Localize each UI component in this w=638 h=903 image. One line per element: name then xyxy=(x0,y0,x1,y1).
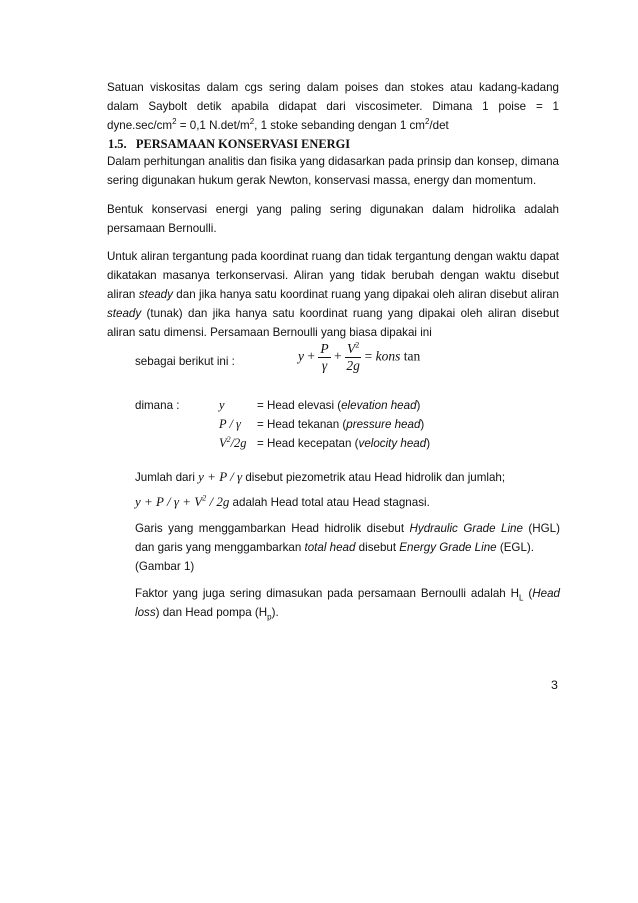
italic-term: elevation head xyxy=(341,399,417,412)
text-run: disebut piezometrik atau Head hidrolik dan jumlah; xyxy=(242,471,506,484)
text-run: ) xyxy=(420,418,425,431)
italic-term: steady xyxy=(107,307,142,320)
def-text xyxy=(257,399,420,412)
eq-equals: = xyxy=(364,348,373,364)
text-run: ( xyxy=(523,587,533,600)
formula-part: y + P / γ + V xyxy=(135,494,203,509)
italic-term: steady xyxy=(138,288,173,301)
def-text xyxy=(257,418,424,431)
italic-term: Hydraulic Grade Line xyxy=(409,522,523,535)
italic-term: pressure head xyxy=(346,418,421,431)
eq-numerator: P xyxy=(320,341,329,356)
head-sum-paragraph xyxy=(135,465,560,515)
definitions-label: dimana : xyxy=(135,399,180,412)
text-run: ). xyxy=(271,606,279,619)
subscript: L xyxy=(519,593,524,603)
text-run: ) dan Head pompa (H xyxy=(155,606,268,619)
section-number: 1.5. xyxy=(108,137,127,151)
text-run: = Head elevasi ( xyxy=(257,399,342,412)
superscript: 2 xyxy=(226,434,231,444)
bernoulli-paragraph: Bentuk konservasi energi yang paling sering digunakan dalam hidrolika adalah persamaan Bernoulli. xyxy=(107,203,559,235)
eq-numerator: V xyxy=(347,341,356,356)
eq-plus: + xyxy=(334,348,342,364)
def-symbol xyxy=(219,396,257,415)
italic-term: Energy Grade Line xyxy=(399,541,497,554)
text-run: ) xyxy=(416,399,421,412)
text-run: = Head kecepatan ( xyxy=(257,437,359,450)
text-run: = 0,1 N.det/m xyxy=(176,119,250,132)
eq-y: y xyxy=(298,348,304,364)
bernoulli-equation xyxy=(298,341,420,374)
viscosity-paragraph xyxy=(107,78,559,135)
figure-reference: (Gambar 1) xyxy=(135,560,195,573)
definition-row xyxy=(219,396,420,415)
eq-plus: + xyxy=(307,348,315,364)
eq-superscript: 2 xyxy=(355,340,360,350)
text-run: adalah Head total atau Head stagnasi. xyxy=(229,496,430,509)
superscript: 2 xyxy=(172,117,177,127)
eq-kons: kons xyxy=(375,348,401,364)
eq-denominator: γ xyxy=(321,358,328,373)
text-run: ) xyxy=(426,437,431,450)
text-run: = Head tekanan ( xyxy=(257,418,347,431)
page-number: 3 xyxy=(551,678,558,692)
def-symbol-text: V xyxy=(219,436,227,450)
grade-line-paragraph xyxy=(135,519,560,576)
superscript: 2 xyxy=(249,117,255,127)
text-run: dan jika hanya satu koordinat ruang yang dipakai oleh aliran disebut aliran xyxy=(172,288,560,301)
superscript: 2 xyxy=(202,493,207,503)
text-run: (HGL) dan garis yang menggambarkan xyxy=(135,522,560,554)
def-symbol xyxy=(219,415,257,434)
text-run: Faktor yang juga sering dimasukan pada persamaan Bernoulli adalah H xyxy=(135,587,520,600)
subscript: p xyxy=(267,612,272,622)
definition-row xyxy=(219,434,430,453)
italic-term: Head loss xyxy=(135,587,560,619)
formula-part: / 2g xyxy=(206,494,230,509)
steady-flow-paragraph xyxy=(107,247,559,342)
def-symbol-text: y xyxy=(219,398,225,412)
italic-term: total head xyxy=(304,541,356,554)
text-run: (EGL). xyxy=(496,541,534,554)
head-loss-paragraph xyxy=(135,584,560,622)
eq-denominator: 2g xyxy=(346,358,360,373)
section-title: PERSAMAAN KONSERVASI ENERGI xyxy=(135,137,351,151)
equation-intro: sebagai berikut ini : xyxy=(135,355,235,368)
eq-tan: tan xyxy=(400,348,421,364)
text-run: Untuk aliran tergantung pada koordinat ruang dan tidak tergantung dengan waktu dapat dikatakan masanya terkonservasi. Aliran yang tidak berubah dengan waktu disebut aliran xyxy=(107,250,559,301)
intro-paragraph: Dalam perhitungan analitis dan fisika yang didasarkan pada prinsip dan konsep, dimana sering digunakan hukum gerak Newton, konservasi massa, energy dan momentum. xyxy=(107,155,559,187)
text-run: Satuan viskositas dalam cgs sering dalam poises dan stokes atau kadang-kadang dalam Saybolt detik apabila didapat dari viscosimeter. Dimana 1 poise = 1 dyne.sec/cm xyxy=(107,81,559,132)
inline-formula: y + P / γ xyxy=(198,469,243,484)
def-text xyxy=(257,437,430,450)
velocity-fraction xyxy=(345,341,361,374)
text-run: Garis yang menggambarkan Head hidrolik disebut xyxy=(135,522,410,535)
text-run: /det xyxy=(429,119,449,132)
superscript: 2 xyxy=(424,117,430,127)
inline-formula xyxy=(135,494,229,509)
text-run: , 1 stoke sebanding dengan 1 cm xyxy=(254,119,425,132)
def-symbol xyxy=(219,434,257,453)
italic-term: velocity head xyxy=(358,437,427,450)
def-symbol-text: P / γ xyxy=(219,417,241,431)
pressure-fraction xyxy=(318,341,330,374)
text-run: (tunak) dan jika hanya satu koordinat ruang yang dipakai oleh aliran disebut aliran satu dimensi. Persamaan Bernoulli yang biasa dipakai ini xyxy=(107,307,559,339)
def-symbol-text: /2g xyxy=(230,436,247,450)
text-run: Jumlah dari xyxy=(135,471,199,484)
definition-row xyxy=(219,415,424,434)
text-run: disebut xyxy=(355,541,400,554)
